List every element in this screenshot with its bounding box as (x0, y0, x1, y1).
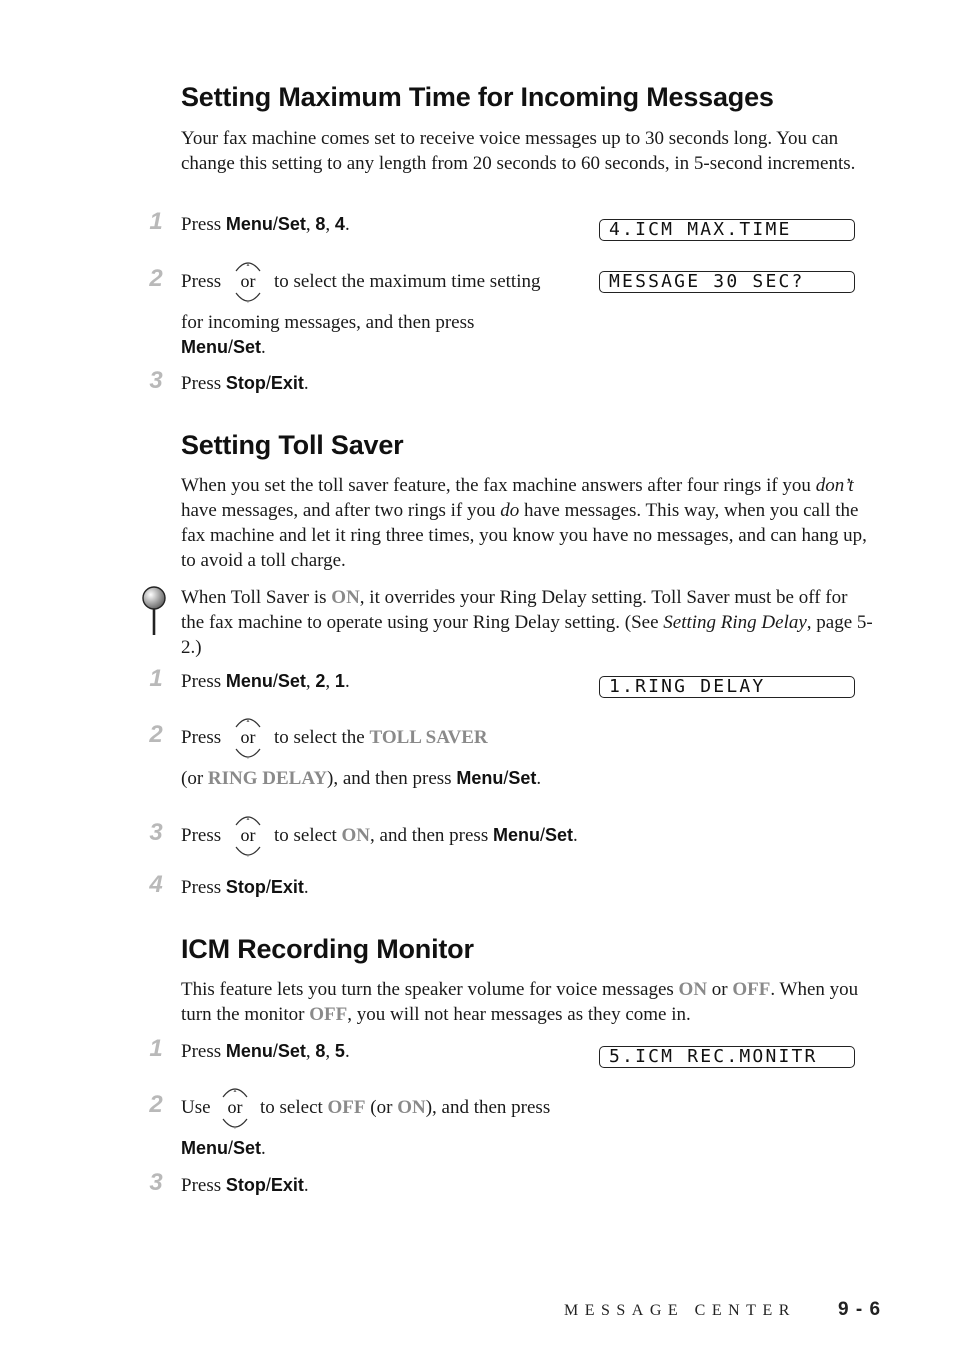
note-toll-saver: When Toll Saver is ON, it overrides your Ring Delay setting. Toll Saver must be off for the fax machine to operate using your Ring Delay setting. (See Setting Ring Delay, page 5-2.) (181, 587, 873, 658)
svg-text:▲: ▲ (232, 1089, 238, 1094)
step-number: 1 (149, 665, 163, 692)
intro-icm-max-time: Your fax machine comes set to receive voice messages up to 30 seconds long. You can change this setting to any length from 20 seconds to 60 seconds, in 5-second increments. (181, 128, 856, 174)
up-down-arrow-key-icon (217, 1084, 253, 1132)
step-text: Press (181, 727, 222, 748)
heading-icm-max-time: Setting Maximum Time for Incoming Messages (181, 82, 774, 112)
step-text: Menu/Set. (181, 1138, 266, 1159)
step-number: 3 (149, 367, 163, 394)
step-number: 4 (149, 871, 163, 898)
step-number: 1 (149, 208, 163, 235)
svg-text:▼: ▼ (245, 756, 251, 761)
step-text: Press (181, 271, 222, 292)
page-number: 9 - 6 (838, 1299, 882, 1320)
svg-text:▼: ▼ (245, 300, 251, 305)
step-text: for incoming messages, and then press (181, 312, 475, 333)
step-number: 1 (149, 1035, 163, 1062)
svg-text:▲: ▲ (245, 263, 251, 268)
intro-toll-saver: When you set the toll saver feature, the fax machine answers after four rings if you don’t have messages, and after two rings if you do have messages. This way, when you call the fax machine and let it ring three times, you know you have no messages, and can hang up, to avoid a toll charge. (181, 475, 867, 571)
step-text: to select ON, and then press Menu/Set. (274, 825, 578, 846)
step-text: to select OFF (or ON), and then press (260, 1097, 551, 1118)
step-text: Menu/Set. (181, 337, 266, 358)
step-number: 2 (149, 721, 163, 748)
step-text: to select the maximum time setting (274, 271, 541, 292)
step-text: to select the TOLL SAVER (274, 727, 488, 748)
step-number: 3 (149, 819, 163, 846)
step-text: Use (181, 1097, 211, 1118)
step-text: Press Stop/Exit. (181, 373, 309, 394)
lcd-display: 4.ICM MAX.TIME (599, 219, 855, 241)
lcd-display: 5.ICM REC.MONITR (599, 1046, 855, 1068)
footer-section-title: MESSAGE CENTER (564, 1302, 796, 1319)
intro-icm-monitor: This feature lets you turn the speaker volume for voice messages ON or OFF. When you turn the monitor OFF, you will not hear messages as they come in. (181, 979, 859, 1025)
step-number: 2 (149, 1091, 163, 1118)
up-down-arrow-key-icon (230, 812, 266, 860)
step-text: Press Menu/Set, 2, 1. (181, 671, 350, 692)
step-number: 3 (149, 1169, 163, 1196)
up-down-arrow-key-icon (230, 714, 266, 762)
step-text: Press Menu/Set, 8, 4. (181, 214, 350, 235)
svg-text:▼: ▼ (232, 1126, 238, 1131)
step-text: Press Stop/Exit. (181, 1175, 309, 1196)
step-text: Press Stop/Exit. (181, 877, 309, 898)
up-down-arrow-key-icon (230, 258, 266, 306)
svg-text:▲: ▲ (245, 719, 251, 724)
svg-text:or: or (240, 727, 256, 747)
heading-toll-saver: Setting Toll Saver (181, 430, 404, 460)
svg-text:or: or (227, 1097, 243, 1117)
step-number: 2 (149, 265, 163, 292)
lcd-display: MESSAGE 30 SEC? (599, 271, 855, 293)
svg-text:▲: ▲ (245, 817, 251, 822)
pushpin-note-icon (140, 585, 168, 642)
lcd-display: 1.RING DELAY (599, 676, 855, 698)
step-text: (or RING DELAY), and then press Menu/Set. (181, 768, 542, 789)
heading-icm-monitor: ICM Recording Monitor (181, 934, 474, 964)
step-text: Press (181, 825, 222, 846)
svg-text:or: or (240, 825, 256, 845)
svg-text:or: or (240, 271, 256, 291)
svg-text:▼: ▼ (245, 854, 251, 859)
step-text: Press Menu/Set, 8, 5. (181, 1041, 350, 1062)
